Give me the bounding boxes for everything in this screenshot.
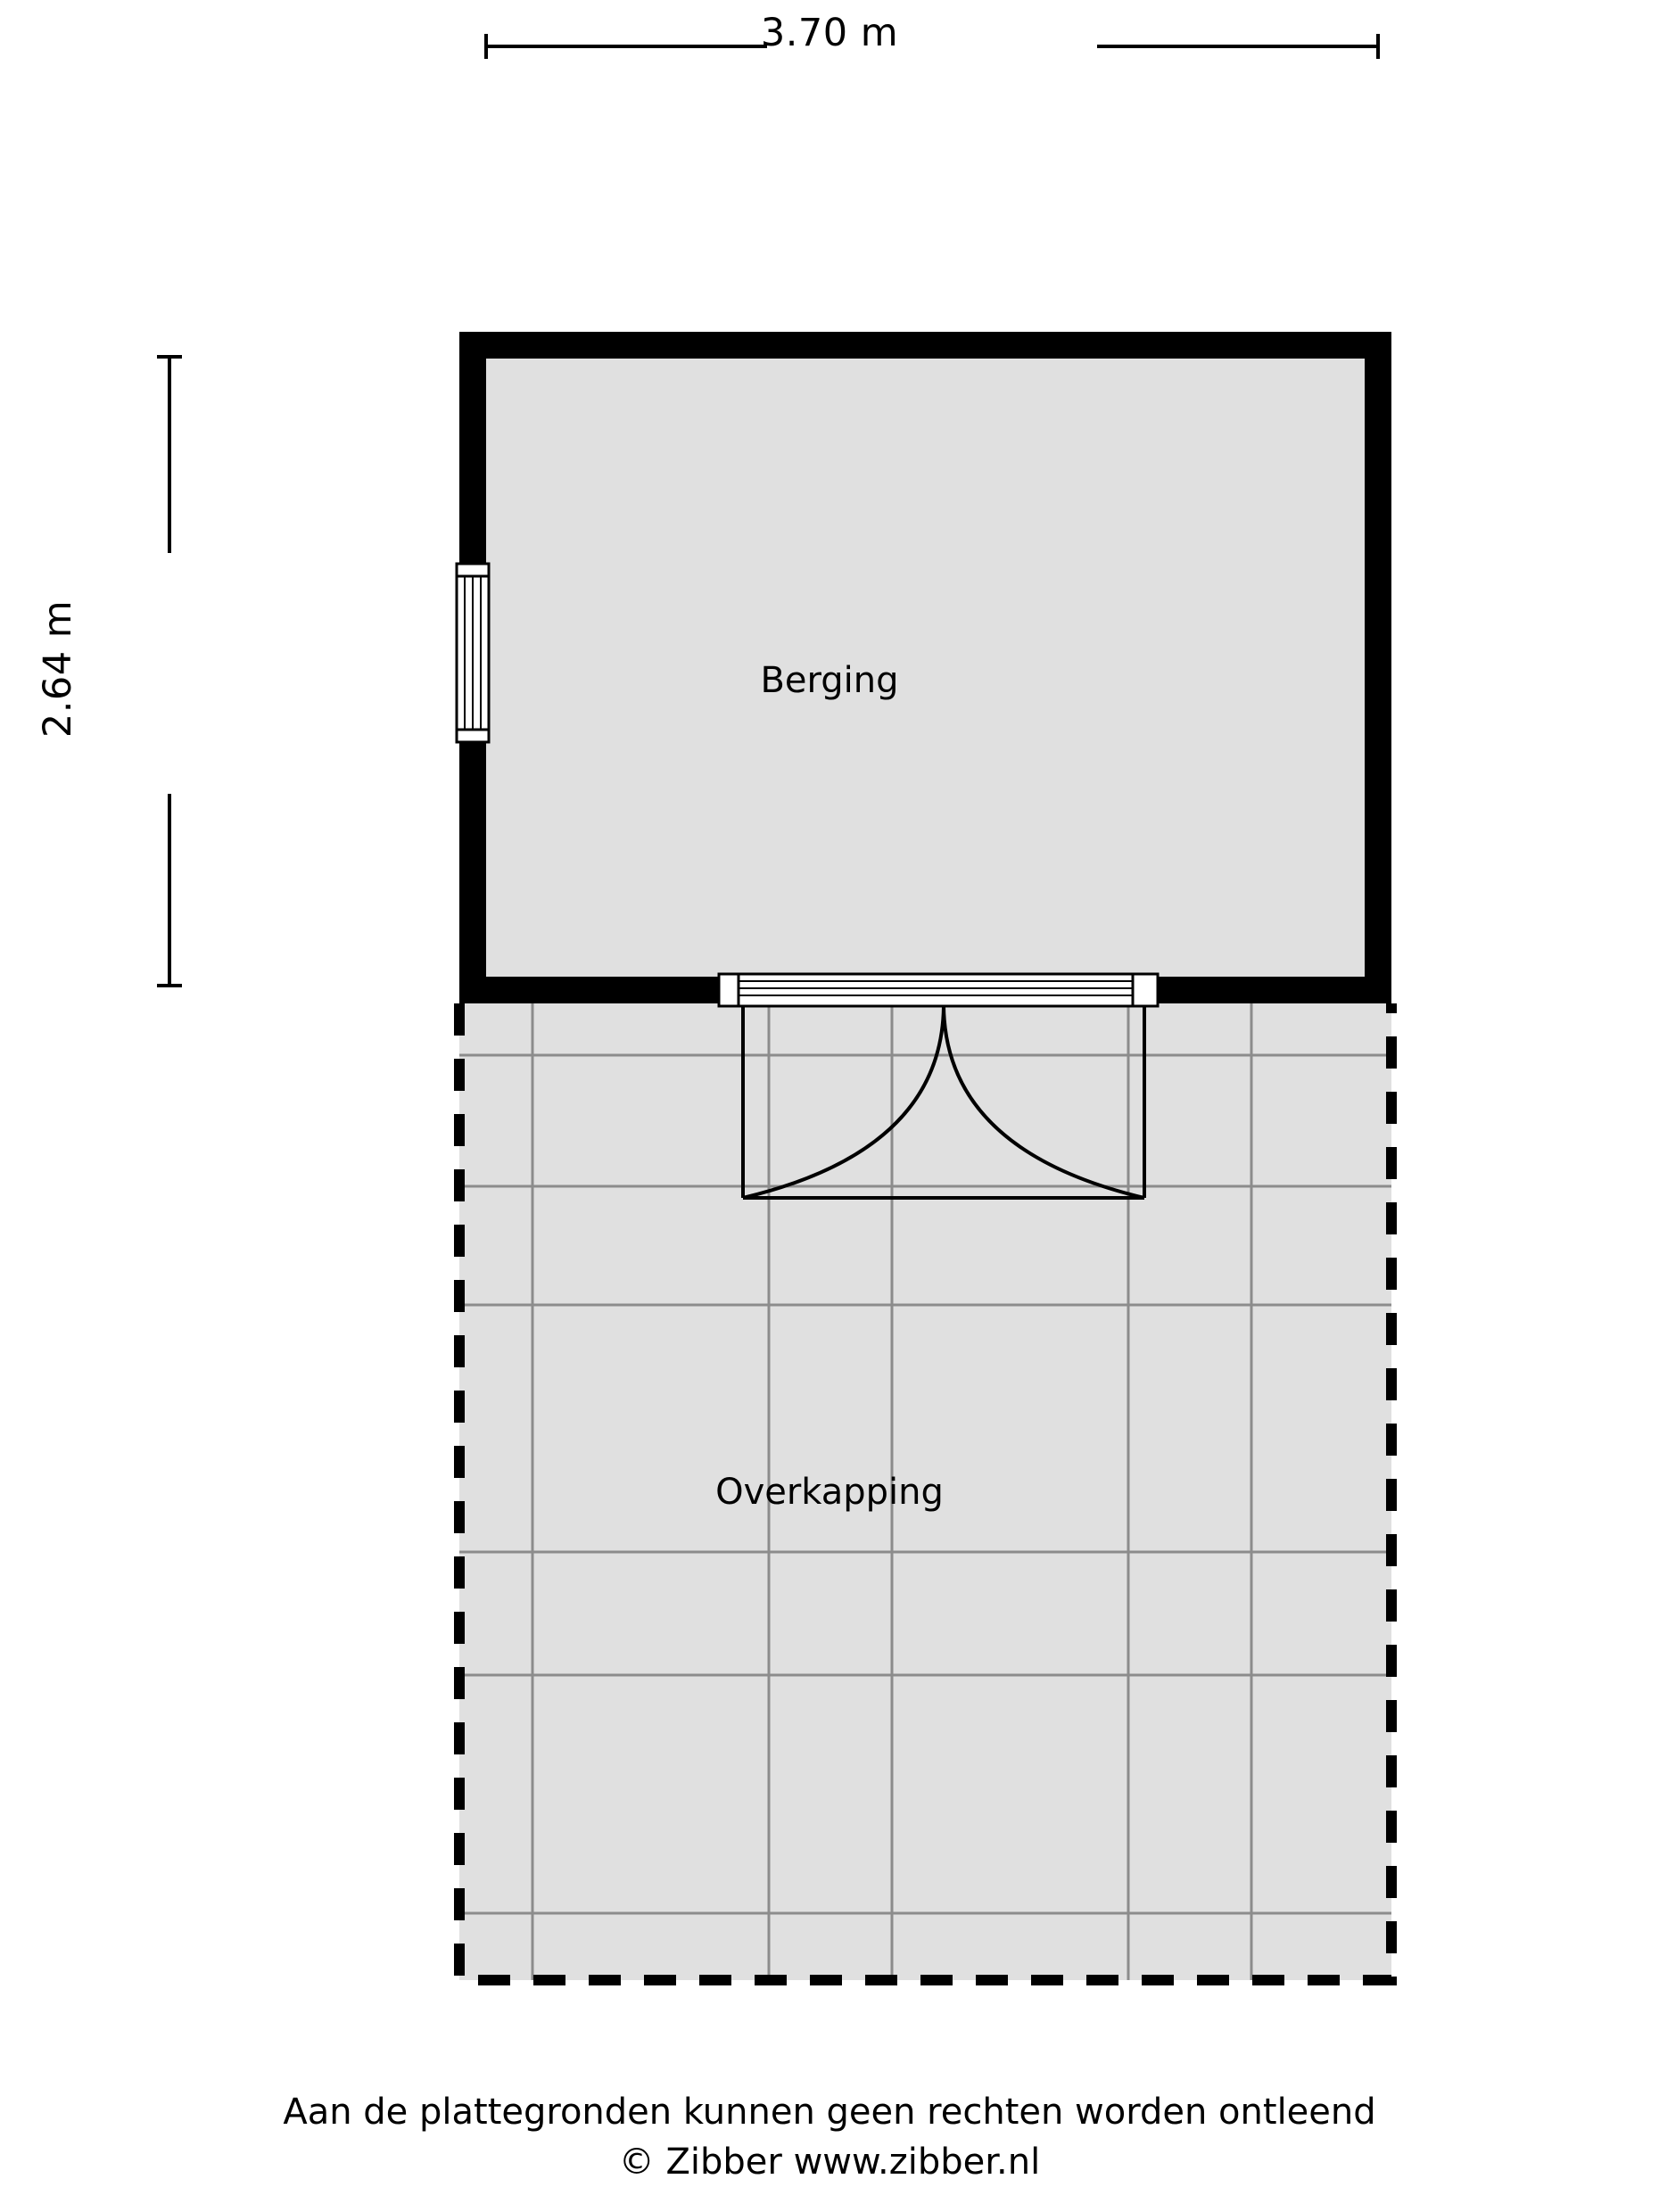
room-label-berging: Berging [760, 660, 899, 701]
window-left [457, 564, 489, 742]
footer-disclaimer: Aan de plattegronden kunnen geen rechten worden ontleend [283, 2092, 1376, 2133]
dimension-left-label: 2.64 m [36, 599, 80, 739]
footer [0, 2087, 1659, 2187]
dimension-top-label: 3.70 m [760, 11, 899, 55]
room-label-overkapping: Overkapping [715, 1472, 944, 1513]
footer-copyright: © Zibber www.zibber.nl [618, 2142, 1041, 2183]
